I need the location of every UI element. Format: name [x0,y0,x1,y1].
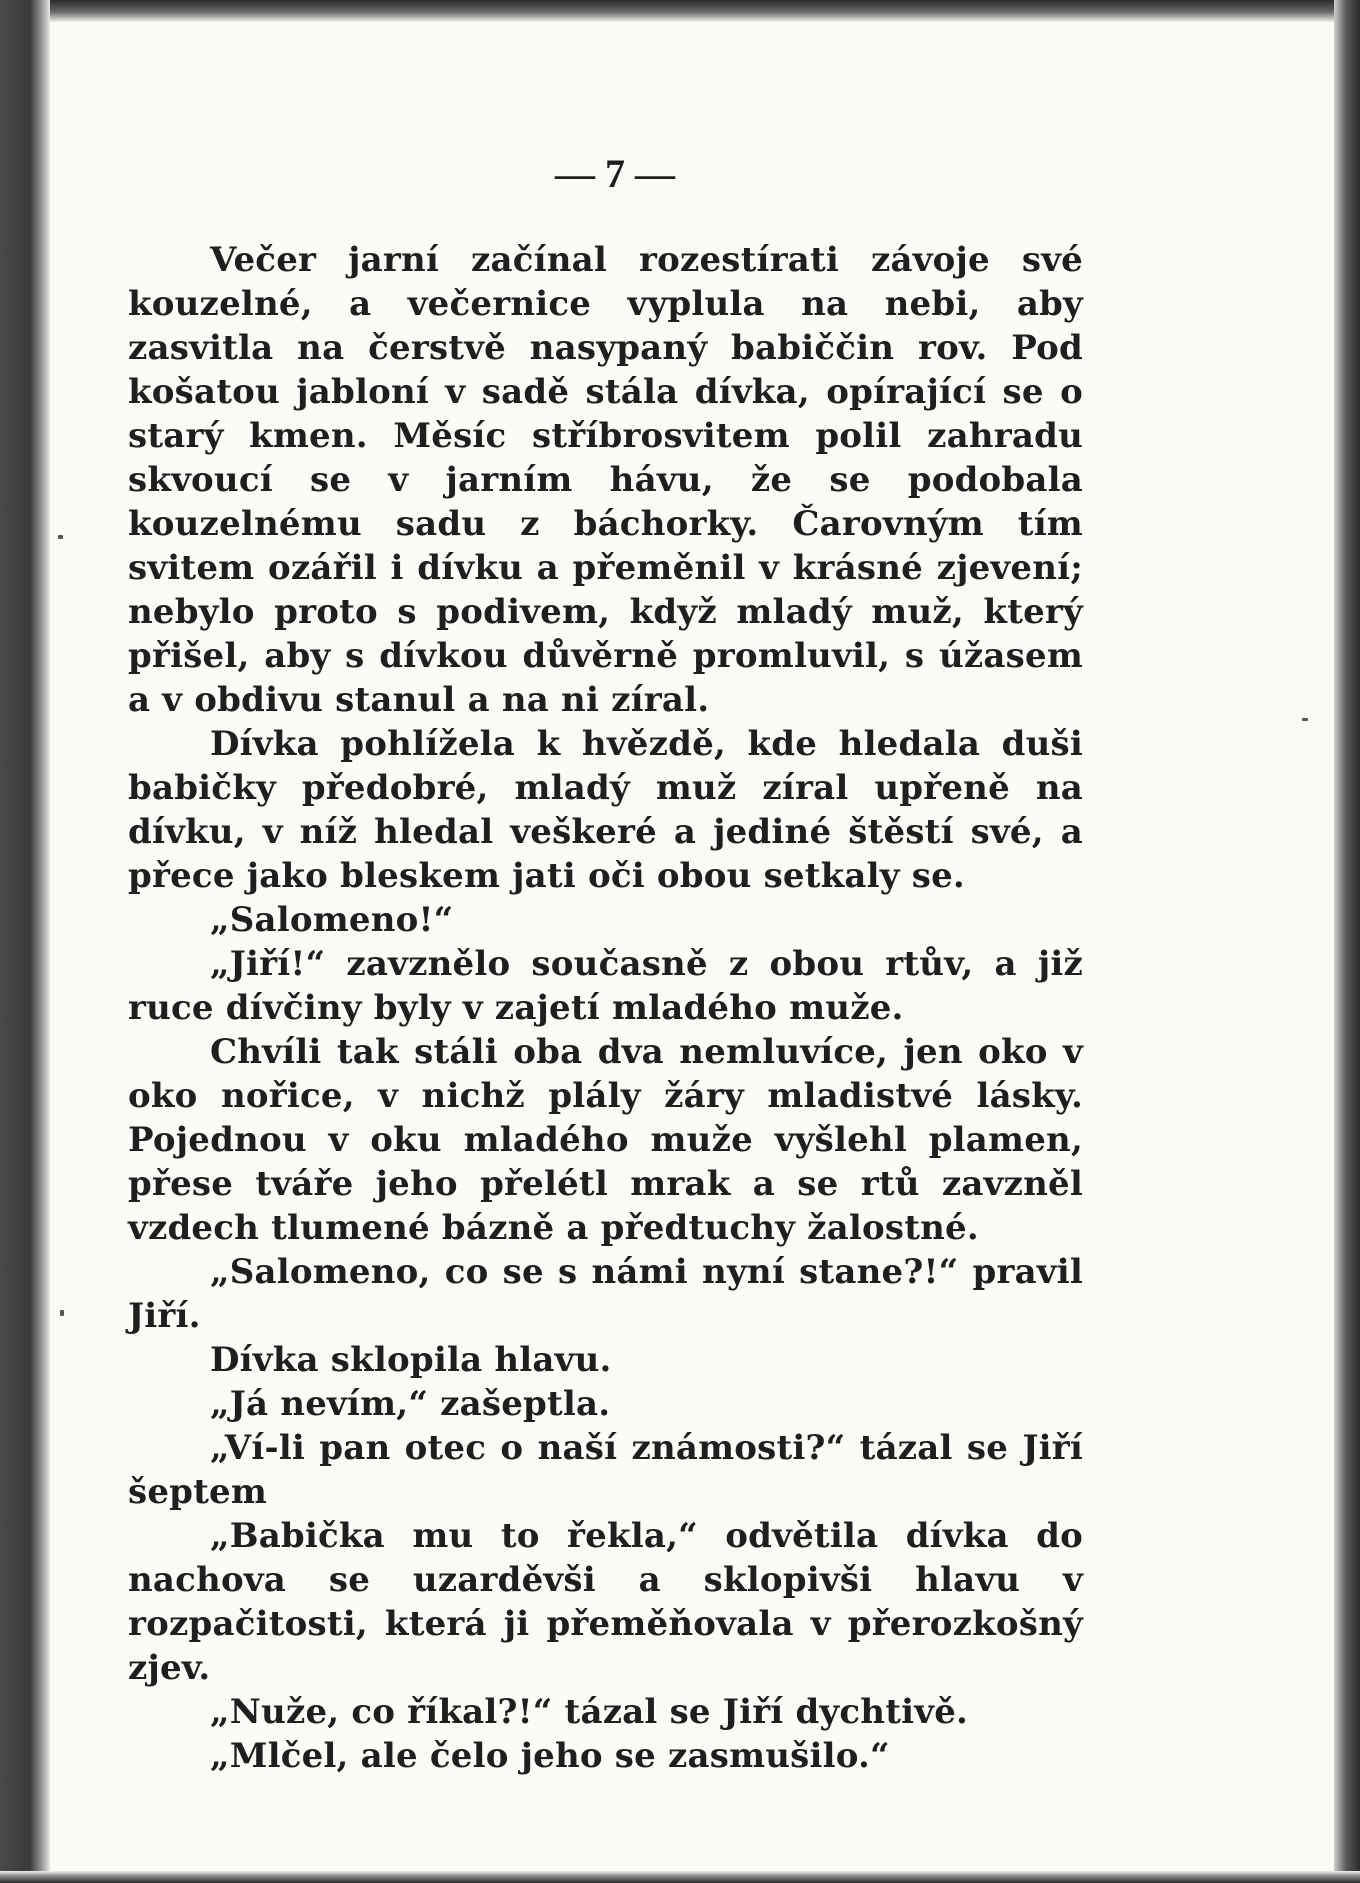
paragraph: Večer jarní začínal rozestírati závoje své kouzelné, a večernice vyplula na nebi, aby zasvitla na čerstvě nasypaný babiččin rov. Pod košatou jabloní v sadě stála dívka, opírající se o starý kmen. Měsíc stříbrosvitem polil zahradu skvoucí se v jarním hávu, že se podobala kouzelnému sadu z báchorky. Čarovným tím svitem ozářil i dívku a přeměnil v krásné zjevení; nebylo proto s podivem, když mladý muž, který přišel, aby s dívkou důvěrně promluvil, s úžasem a v obdivu stanul a na ni zíral. [128,240,1083,720]
scan-speck [60,1310,64,1316]
paragraph: Dívka pohlížela k hvězdě, kde hledala duši babičky předobré, mladý muž zíral upřeně na dívku, v níž hledal veškeré a jediné štěstí své, a přece jako bleskem jati oči obou setkaly se. [128,724,1083,896]
paragraph: „Já nevím,“ zašeptla. [210,1384,611,1424]
paragraph: Dívka sklopila hlavu. [210,1340,612,1380]
paragraph: „Ví-li pan otec o naší známosti?“ tázal se Jiří šeptem [128,1428,1083,1512]
scan-edge-right [1334,0,1360,1883]
scan-edge-bottom [0,1871,1360,1883]
paragraph: „Salomeno, co se s námi nyní stane?!“ pravil Jiří. [128,1252,1083,1336]
paragraph: „Babička mu to řekla,“ odvětila dívka do nachova se uzarděvši a sklopivši hlavu v rozpačitosti, která ji přeměňovala v přerozkošný zjev. [128,1516,1083,1688]
paragraph: Chvíli tak stáli oba dva nemluvíce, jen oko v oko nořice, v nichž plály žáry mladistvé lásky. Pojednou v oku mladého muže vyšlehl plamen, přese tváře jeho přelétl mrak a se rtů zavzněl vzdech tlumené bázně a předtuchy žalostné. [128,1032,1083,1248]
paragraph: „Jiří!“ zavznělo současně z obou rtův, a již ruce dívčiny byly v zajetí mladého muže. [128,944,1083,1028]
scan-edge-left [0,0,50,1883]
paragraph: „Mlčel, ale čelo jeho se zasmušilo.“ [210,1736,890,1776]
paragraph: „Salomeno!“ [210,900,454,940]
scan-edge-top [0,0,1360,22]
paragraph: „Nuže, co říkal?!“ tázal se Jiří dychtivě. [210,1692,969,1732]
page-number: — 7 — [555,151,675,196]
scan-speck [58,535,63,539]
body-text [128,238,1083,1778]
scan-speck [1302,718,1308,721]
